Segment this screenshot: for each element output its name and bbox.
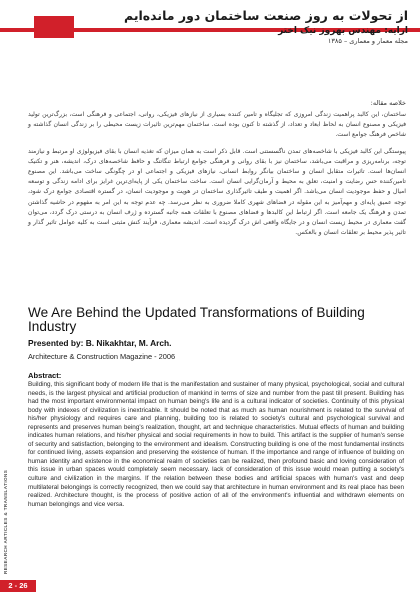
persian-abstract bbox=[28, 110, 406, 244]
english-source: Architecture & Construction Magazine - 2006 bbox=[28, 352, 176, 361]
persian-source: مجله معمار و معماری – ۱۳۸۵ bbox=[327, 37, 408, 45]
english-abstract: Building, this significant body of modern life that is the manifestation and sustainer of many physical, psychological, social and cultural needs, is the largest physical and artificial production of mankind in terms of size and number from the past till present. Building has had the most important environmental impact on human being's life and is a cultural indicator of societies. Continuity of this physical body with indexes of civilization is inextricable. It should be noted that as much as human nourishment is related to the survival of his/her physiology and requires care and planning, building too is related to society's cultural and psychological survival and represents and preserves human being's realization, thought, art and technique characteristics. Mutual effects of human and building indicates human relations, and his/her physical and social requirements in how to build. This artifact is the supplier of human's sense of security and satisfaction, belonging to the environment and idealism. Constructing building is one of the most fundamental instincts for continued living, assets expansion and preserving the existence of human. If the importance and range of influence of building on human identity and existence in the economical realm of societies can be realized, then profound basic and loving consideration of this issue in urban spaces would completely seem necessary. lack of consideration of this issue would mean putting a society's culture and civilization in the margins. If the relation between these bodies and artificial spaces with human's vast and deep multilateral belongings is correctly recognized, then we could say that architecture in human environment and its real place has been realized. Architecture thought, is the process of positive action of all of the environment's influential and withdrawn elements on human belongings and vice versa. bbox=[28, 381, 404, 508]
persian-title: از تحولات به روز صنعت ساختمان دور مانده‌ایم bbox=[124, 8, 408, 23]
english-abstract-label: Abstract: bbox=[28, 371, 62, 380]
page-number-tab: 2 - 26 bbox=[0, 580, 36, 592]
section-side-label: RESEARCH ARTICLES & TRANSLATIONS bbox=[3, 469, 8, 574]
persian-author: ارایه: مهندس بهروز نیک اختر bbox=[278, 26, 408, 36]
english-title: We Are Behind the Updated Transformations of Building Industry bbox=[28, 305, 365, 334]
persian-paragraph: ساختمان، این کالبد پراهمیت زندگی امروزی که تجلیگاه و تامین کننده بسیاری از نیازهای فیزیکی، روانی، اجتماعی و فرهنگی است، بزرگ‌ترین تولید فیزیکی و مصنوع انسان به لحاظ ابعاد و تعداد، از گذشته تا کنون بوده است. ساختمان مهم‌ترین تاثیرات زیست محیطی را بر زندگی انسان گذاشته و شاخص فرهنگ جوامع است. bbox=[28, 111, 406, 139]
persian-abstract-label: خلاصه مقاله: bbox=[370, 99, 406, 107]
persian-paragraph: پیوستگی این کالبد فیزیکی با شاخصه‌های تمدن ناگسستنی است. قابل ذکر است به همان میزان که تغذیه انسان با بقای فیزیولوژی او مرتبط و نیازمند توجه، برنامه‌ریزی و مراقبت می‌باشد، ساختمان نیز با بقای روانی و فرهنگی جوامع ارتباط تنگاتنگ و حافظ شاخصه‌های درک، اندیشه، هنر و تکنیک انسان‌ها است. تاثیرات متقابل انسان و ساختمان بیانگر روابط انسانی، نیازهای فیزیکی و اجتماعی او در چگونگی ساخت می‌باشد. این مصنوع تامین‌کننده حس رضایت و امنیت، تعلق به محیط و آرمان‌گرایی انسان است. ساخت ساختمان یکی از پایه‌ای‌ترین غرایز برای ادامه زندگی و توسعه امیال و حفظ موجودیت انسان می‌باشد. اگر اهمیت و طیف تاثیرگذاری ساختمان در هویت و موجودیت انسان، در گستره اقتصادی جوامع درک شود، توجه عمیق پایه‌ای و مهم‌آمیز به این مقوله در فضاهای شهری کاملا ضروری به نظر می‌رسد. چه عدم توجه به این امر به مفهوم در حاشیه گذاشتن تمدن و فرهنگ یک جامعه است. اگر ارتباط این کالبدها و فضاهای مصنوع با تعلقات همه جانبه گسترده و ژرف انسان به درستی درک گردد، می‌توان گفت معماری در محیط زیست انسان و در جایگاه واقعی اش درک گردیده است. اندیشه معماری، فرآیند کنش مثبتی است به کلیه عوامل تاثیر گذار و تاثیر پذیر محیط بر تعلقات انسان و بالعکس. bbox=[28, 147, 406, 237]
english-presented-by: Presented by: B. Nikakhtar, M. Arch. bbox=[28, 338, 172, 348]
persian-header bbox=[88, 8, 408, 45]
header-red-block bbox=[34, 16, 74, 38]
